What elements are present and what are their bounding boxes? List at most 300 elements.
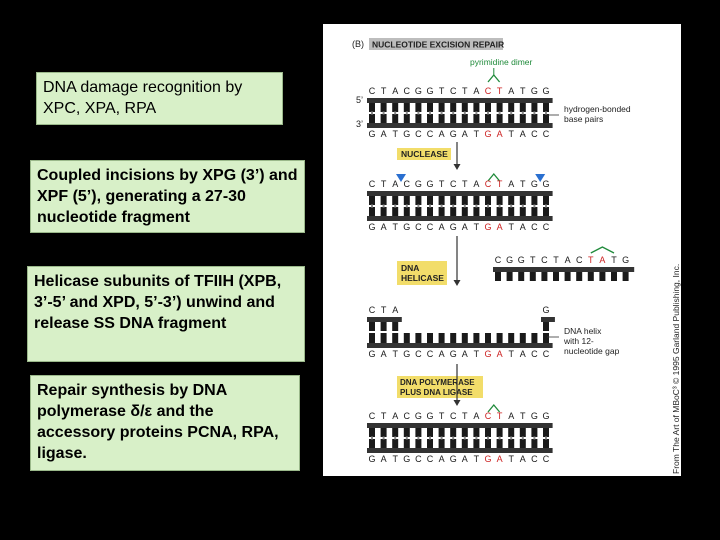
gapped-bottom-letter: C <box>426 349 434 359</box>
base-bar-top <box>485 103 491 112</box>
bottom-base-letter: G <box>484 454 492 464</box>
gap-label-3: nucleotide gap <box>564 346 620 356</box>
nuclease-label: NUCLEASE <box>401 149 448 159</box>
bottom-base-letter: T <box>392 222 398 232</box>
gapped-base-bottom <box>462 333 468 343</box>
figure-title: NUCLEOTIDE EXCISION REPAIR <box>372 39 505 50</box>
excised-base-letter: A <box>564 255 571 265</box>
top-base-letter: T <box>496 411 503 421</box>
base-bar-top <box>543 103 549 112</box>
three-prime-label: 3’ <box>356 119 364 129</box>
top-base-letter: T <box>520 86 526 96</box>
top-base-letter: G <box>426 86 434 96</box>
base-bar-bottom <box>473 439 479 448</box>
hydrogen-bond <box>441 205 443 208</box>
hydrogen-bond <box>417 437 419 440</box>
bottom-base-letter: A <box>496 129 503 139</box>
arrow-nuclease-head <box>454 164 461 170</box>
top-base-letter: C <box>449 86 457 96</box>
bottom-base-letter: C <box>531 454 538 464</box>
top-base-letter: A <box>508 179 515 189</box>
excised-base-bar <box>553 272 559 281</box>
bottom-base-letter: G <box>484 129 492 139</box>
base-bar-bottom <box>392 439 398 448</box>
base-bar-bottom <box>531 207 537 216</box>
excised-base-bar <box>611 272 617 281</box>
base-bar-top <box>450 196 456 205</box>
hydrogen-bond <box>533 437 535 440</box>
top-base-letter: G <box>530 411 538 421</box>
excised-base-bar <box>495 272 501 281</box>
top-base-letter: T <box>380 86 387 96</box>
base-bar-bottom <box>381 207 387 216</box>
top-base-letter: C <box>449 179 457 189</box>
bottom-base-letter: A <box>496 222 503 232</box>
top-base-letter: T <box>462 179 468 189</box>
base-bar-bottom <box>427 439 433 448</box>
excised-backbone <box>493 267 634 272</box>
gapped-bottom-letter: T <box>473 349 480 359</box>
gapped-base-bottom <box>508 333 514 343</box>
base-bar-bottom <box>543 439 549 448</box>
bottom-base-letter: A <box>438 129 445 139</box>
bottom-base-letter: C <box>542 129 550 139</box>
excised-base-letter: C <box>494 255 502 265</box>
polymerase-line2: PLUS DNA LIGASE <box>400 388 473 397</box>
hydrogen-bond <box>487 437 489 440</box>
base-bar-bottom <box>508 207 514 216</box>
base-bar-top <box>381 428 387 437</box>
bottom-base-letter: G <box>403 222 411 232</box>
hydrogen-bond <box>475 112 477 115</box>
gap-right-letter: G <box>542 305 550 315</box>
bottom-base-letter: C <box>426 454 434 464</box>
base-bar-bottom <box>485 439 491 448</box>
bottom-base-letter: A <box>380 454 387 464</box>
base-bar-bottom <box>462 114 468 123</box>
bottom-base-letter: C <box>531 222 538 232</box>
base-bar-bottom <box>485 114 491 123</box>
bottom-base-letter: T <box>473 454 480 464</box>
base-bar-top <box>415 196 421 205</box>
bottom-base-letter: A <box>438 222 445 232</box>
excised-base-bar <box>588 272 594 281</box>
top-base-letter: T <box>462 411 468 421</box>
gapped-bottom-letter: A <box>380 349 387 359</box>
bottom-base-letter: G <box>368 222 376 232</box>
bottom-base-letter: C <box>415 129 422 139</box>
top-base-letter: G <box>414 179 422 189</box>
base-bar-bottom <box>450 439 456 448</box>
base-bar-top <box>531 428 537 437</box>
top-base-letter: T <box>380 179 387 189</box>
gapped-base-bottom <box>473 333 479 343</box>
synthesis-box <box>30 375 300 471</box>
top-base-letter: A <box>473 411 480 421</box>
base-bar-top <box>450 428 456 437</box>
base-bar-top <box>392 428 398 437</box>
base-bar-top <box>497 196 503 205</box>
hbond-label-1: hydrogen-bonded <box>564 104 631 114</box>
base-bar-top <box>508 196 514 205</box>
gapped-base-bottom <box>404 333 410 343</box>
base-bar-top <box>404 428 410 437</box>
hydrogen-bond <box>371 205 373 208</box>
hydrogen-bond <box>533 205 535 208</box>
bottom-base-letter: C <box>531 129 538 139</box>
base-bar-top <box>427 103 433 112</box>
excised-base-letter: T <box>588 255 594 265</box>
top-base-letter: A <box>392 179 399 189</box>
top-base-letter: T <box>438 179 445 189</box>
hydrogen-bond <box>522 437 524 440</box>
top-base-letter: G <box>542 411 550 421</box>
top-base-letter: C <box>484 179 492 189</box>
top-base-letter: T <box>462 86 468 96</box>
base-bar-bottom <box>497 114 503 123</box>
hydrogen-bond <box>533 112 535 115</box>
excised-base-bar <box>541 272 547 281</box>
bottom-strand-backbone <box>367 448 553 453</box>
base-bar-top <box>439 428 445 437</box>
bottom-base-letter: A <box>461 222 468 232</box>
hydrogen-bond <box>383 112 385 115</box>
base-bar-top <box>531 103 537 112</box>
base-bar-top <box>392 103 398 112</box>
bottom-base-letter: A <box>461 129 468 139</box>
synthesis-text: Repair synthesis by DNA polymerase δ/ε and the accessory proteins PCNA, RPA, ligase. <box>37 382 279 462</box>
hydrogen-bond <box>464 112 466 115</box>
base-bar-bottom <box>450 114 456 123</box>
gapped-bottom-letter: G <box>403 349 411 359</box>
top-base-letter: C <box>449 411 457 421</box>
base-bar-bottom <box>531 439 537 448</box>
top-base-letter: T <box>380 411 387 421</box>
hydrogen-bond <box>464 437 466 440</box>
base-bar-top <box>485 196 491 205</box>
bottom-base-letter: T <box>473 222 480 232</box>
gapped-base-bottom <box>392 333 398 343</box>
bottom-base-letter: G <box>368 129 376 139</box>
excised-base-bar <box>623 272 629 281</box>
bottom-base-letter: G <box>368 454 376 464</box>
top-base-letter: G <box>426 179 434 189</box>
copyright-credit: From The Art of MBoC³ © 1995 Garland Publishing, Inc. <box>671 263 681 474</box>
base-bar-bottom <box>462 207 468 216</box>
hydrogen-bond <box>452 205 454 208</box>
excised-base-bar <box>565 272 571 281</box>
bottom-base-letter: T <box>392 454 398 464</box>
top-base-letter: C <box>484 411 492 421</box>
bottom-base-letter: A <box>438 454 445 464</box>
gapped-base-bottom <box>543 333 549 343</box>
hydrogen-bond <box>441 112 443 115</box>
hydrogen-bond <box>371 112 373 115</box>
bottom-base-letter: T <box>508 454 514 464</box>
hydrogen-bond <box>545 205 547 208</box>
hydrogen-bond <box>406 205 408 208</box>
bottom-base-letter: A <box>519 129 526 139</box>
bottom-base-letter: A <box>380 222 387 232</box>
base-bar-top <box>485 428 491 437</box>
gapped-bottom-letter: G <box>449 349 457 359</box>
excised-base-bar <box>518 272 524 281</box>
hydrogen-bond <box>417 112 419 115</box>
gapped-base-bottom <box>485 333 491 343</box>
bottom-base-letter: C <box>542 454 550 464</box>
bottom-strand-backbone <box>367 123 553 128</box>
gapped-bottom-letter: G <box>484 349 492 359</box>
base-bar-bottom <box>462 439 468 448</box>
top-base-letter: A <box>473 179 480 189</box>
base-bar-top <box>520 428 526 437</box>
base-bar-top <box>369 196 375 205</box>
base-bar-top <box>497 428 503 437</box>
bottom-strand-backbone <box>367 216 553 221</box>
base-bar-bottom <box>427 114 433 123</box>
base-bar-bottom <box>404 207 410 216</box>
gapped-top-right <box>541 317 555 322</box>
base-bar-bottom <box>508 114 514 123</box>
base-bar-top <box>543 428 549 437</box>
five-prime-label: 5’ <box>356 95 364 105</box>
base-bar-top <box>369 103 375 112</box>
ner-figure-panel <box>323 24 681 476</box>
hydrogen-bond <box>441 437 443 440</box>
gapped-base-bottom <box>531 333 537 343</box>
bottom-base-letter: T <box>473 129 480 139</box>
base-bar-bottom <box>497 207 503 216</box>
base-bar-bottom <box>520 439 526 448</box>
base-bar-top <box>462 196 468 205</box>
excised-base-letter: G <box>622 255 630 265</box>
top-base-letter: C <box>368 179 376 189</box>
base-bar-top <box>531 196 537 205</box>
hydrogen-bond <box>464 205 466 208</box>
excised-base-letter: C <box>541 255 548 265</box>
gap-left-letter: T <box>380 305 387 315</box>
gapped-bottom-letter: T <box>508 349 514 359</box>
base-bar-bottom <box>369 207 375 216</box>
gapped-base-bottom <box>427 333 433 343</box>
hbond-label-2: base pairs <box>564 114 604 124</box>
base-bar-top <box>404 196 410 205</box>
base-bar-top <box>473 103 479 112</box>
bottom-base-letter: G <box>449 129 457 139</box>
hydrogen-bond <box>510 437 512 440</box>
base-bar-bottom <box>485 207 491 216</box>
top-base-letter: A <box>392 86 399 96</box>
hydrogen-bond <box>406 112 408 115</box>
gapped-base-top <box>392 322 398 331</box>
polymerase-line1: DNA POLYMERASE <box>400 378 475 387</box>
top-base-letter: C <box>368 411 376 421</box>
helicase-enzyme-line1: DNA <box>401 263 420 273</box>
bottom-base-letter: T <box>392 129 398 139</box>
top-base-letter: T <box>520 411 526 421</box>
hydrogen-bond <box>383 437 385 440</box>
base-bar-bottom <box>415 439 421 448</box>
hydrogen-bond <box>429 437 431 440</box>
top-base-letter: C <box>403 179 411 189</box>
arrow-helicase-head <box>454 280 461 286</box>
base-bar-top <box>392 196 398 205</box>
hydrogen-bond <box>487 112 489 115</box>
helicase-text: Helicase subunits of TFIIH (XPB, 3’-5’ and XPD, 5’-3’) unwind and release SS DNA fragment <box>34 273 282 332</box>
dimer-caret-step1 <box>488 75 500 82</box>
bottom-base-letter: T <box>508 129 514 139</box>
excised-base-bar <box>576 272 582 281</box>
hydrogen-bond <box>545 112 547 115</box>
bottom-base-letter: C <box>426 129 434 139</box>
hydrogen-bond <box>452 437 454 440</box>
excised-base-letter: C <box>575 255 583 265</box>
gapped-bottom-letter: C <box>542 349 550 359</box>
base-bar-bottom <box>497 439 503 448</box>
gap-left-letter: A <box>392 305 399 315</box>
top-base-letter: T <box>438 411 445 421</box>
excised-base-bar <box>507 272 513 281</box>
top-strand-backbone <box>367 191 553 196</box>
base-bar-top <box>543 196 549 205</box>
gapped-base-top <box>543 322 549 331</box>
top-base-letter: C <box>403 411 411 421</box>
top-base-letter: G <box>414 86 422 96</box>
hydrogen-bond <box>475 437 477 440</box>
bottom-base-letter: T <box>508 222 514 232</box>
bottom-base-letter: G <box>449 222 457 232</box>
top-base-letter: G <box>542 179 550 189</box>
top-base-letter: A <box>473 86 480 96</box>
top-base-letter: G <box>530 86 538 96</box>
gap-left-letter: C <box>368 305 376 315</box>
hydrogen-bond <box>522 205 524 208</box>
gapped-top-left <box>367 317 402 322</box>
hydrogen-bond <box>487 205 489 208</box>
bottom-base-letter: G <box>484 222 492 232</box>
excised-base-bar <box>530 272 536 281</box>
base-bar-top <box>369 428 375 437</box>
arrow-polymerase-head <box>454 400 461 406</box>
base-bar-bottom <box>404 439 410 448</box>
hydrogen-bond <box>371 437 373 440</box>
excised-base-bar <box>599 272 605 281</box>
hydrogen-bond <box>394 205 396 208</box>
base-bar-bottom <box>369 114 375 123</box>
base-bar-bottom <box>415 207 421 216</box>
gapped-bottom-letter: A <box>496 349 503 359</box>
incisions-text: Coupled incisions by XPG (3’) and XPF (5’), generating a 27-30 nucleotide fragment <box>37 167 298 226</box>
dimer-caret-fragment <box>591 247 614 253</box>
excised-base-letter: T <box>553 255 559 265</box>
base-bar-bottom <box>531 114 537 123</box>
base-bar-bottom <box>415 114 421 123</box>
base-bar-top <box>508 428 514 437</box>
base-bar-bottom <box>427 207 433 216</box>
excised-base-letter: G <box>506 255 514 265</box>
gap-label-1: DNA helix <box>564 326 602 336</box>
base-bar-bottom <box>473 207 479 216</box>
base-bar-bottom <box>439 114 445 123</box>
hydrogen-bond <box>429 112 431 115</box>
gapped-bottom-letter: A <box>461 349 468 359</box>
base-bar-top <box>415 428 421 437</box>
base-bar-bottom <box>369 439 375 448</box>
top-base-letter: G <box>414 411 422 421</box>
base-bar-bottom <box>404 114 410 123</box>
ner-figure <box>323 24 681 476</box>
base-bar-bottom <box>439 439 445 448</box>
helicase-box <box>27 266 305 362</box>
base-bar-top <box>427 428 433 437</box>
base-bar-bottom <box>381 439 387 448</box>
top-base-letter: C <box>368 86 376 96</box>
base-bar-top <box>404 103 410 112</box>
bottom-base-letter: A <box>519 222 526 232</box>
gapped-bottom-letter: A <box>438 349 445 359</box>
bottom-base-letter: C <box>415 222 422 232</box>
top-base-letter: C <box>484 86 492 96</box>
pyrimidine-dimer-label: pyrimidine dimer <box>470 57 533 67</box>
top-base-letter: T <box>520 179 526 189</box>
top-base-letter: C <box>403 86 411 96</box>
base-bar-bottom <box>543 207 549 216</box>
bottom-base-letter: G <box>403 454 411 464</box>
bottom-base-letter: A <box>519 454 526 464</box>
bottom-base-letter: C <box>542 222 550 232</box>
top-strand-backbone <box>367 98 553 103</box>
top-base-letter: T <box>438 86 445 96</box>
base-bar-top <box>520 103 526 112</box>
bottom-base-letter: A <box>496 454 503 464</box>
gapped-bottom-letter: A <box>519 349 526 359</box>
base-bar-top <box>415 103 421 112</box>
base-bar-top <box>427 196 433 205</box>
base-bar-top <box>381 196 387 205</box>
base-bar-top <box>462 428 468 437</box>
top-base-letter: T <box>496 179 503 189</box>
base-bar-top <box>520 196 526 205</box>
excised-base-letter: G <box>517 255 525 265</box>
gapped-base-bottom <box>369 333 375 343</box>
base-bar-top <box>462 103 468 112</box>
excised-base-letter: T <box>530 255 536 265</box>
base-bar-top <box>381 103 387 112</box>
gap-label-2: with 12- <box>564 336 594 346</box>
base-bar-top <box>473 428 479 437</box>
top-base-letter: G <box>530 179 538 189</box>
gapped-bottom-letter: T <box>392 349 398 359</box>
bottom-base-letter: A <box>461 454 468 464</box>
hydrogen-bond <box>429 205 431 208</box>
excised-base-letter: A <box>599 255 606 265</box>
figure-label: (B) <box>352 39 364 49</box>
base-bar-top <box>508 103 514 112</box>
bottom-base-letter: G <box>449 454 457 464</box>
top-base-letter: G <box>542 86 550 96</box>
gapped-bottom-backbone <box>367 343 553 348</box>
hydrogen-bond <box>545 437 547 440</box>
gapped-base-bottom <box>381 333 387 343</box>
base-bar-bottom <box>439 207 445 216</box>
hydrogen-bond <box>510 112 512 115</box>
gapped-base-bottom <box>415 333 421 343</box>
hydrogen-bond <box>383 205 385 208</box>
bottom-base-letter: G <box>403 129 411 139</box>
hydrogen-bond <box>394 437 396 440</box>
base-bar-top <box>439 196 445 205</box>
top-base-letter: G <box>426 411 434 421</box>
